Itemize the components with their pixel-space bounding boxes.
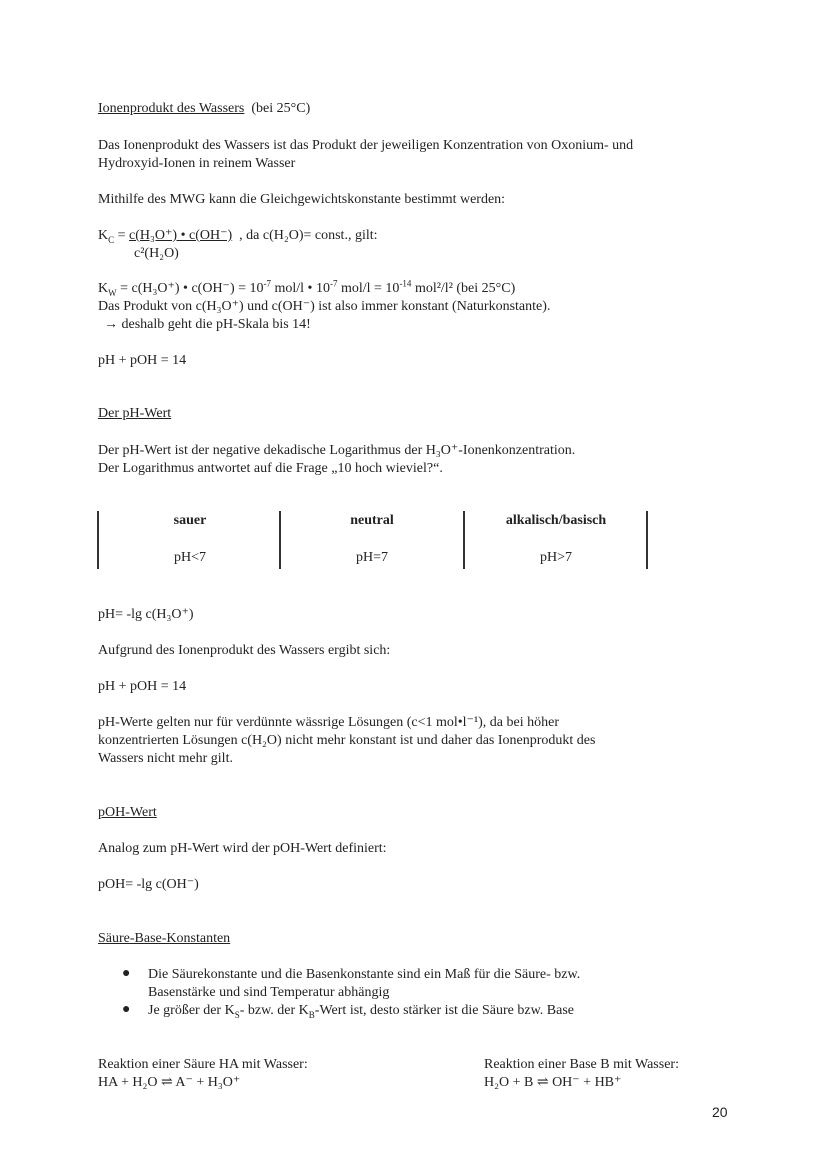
kw-part-d: mol²/l² (bei 25°C) bbox=[414, 281, 516, 296]
table-header-neutral: neutral bbox=[350, 513, 394, 528]
equation-ph-poh: pH + pOH = 14 bbox=[98, 353, 187, 368]
kw-exp-3: -14 bbox=[399, 278, 412, 289]
heading-ionenprodukt bbox=[98, 100, 310, 118]
arrow-note: → deshalb geht die pH-Skala bis 14! bbox=[104, 317, 311, 332]
heading-konstanten: Säure-Base-Konstanten bbox=[98, 931, 231, 946]
table-divider bbox=[97, 511, 99, 569]
heading-ionenprodukt-title: Ionenprodukt des Wassers bbox=[98, 101, 245, 116]
bullet-line: Die Säurekonstante und die Basenkonstante sind ein Maß für die Säure- bzw. bbox=[148, 967, 581, 982]
paragraph-line: Wassers nicht mehr gilt. bbox=[98, 751, 233, 766]
bullet-line: Basenstärke und sind Temperatur abhängig bbox=[148, 985, 390, 1000]
heading-ionenprodukt-suffix: (bei 25°C) bbox=[251, 101, 311, 116]
reaction-acid-label: Reaktion einer Säure HA mit Wasser: bbox=[98, 1057, 308, 1072]
table-divider bbox=[463, 511, 465, 569]
paragraph-line: Der Logarithmus antwortet auf die Frage „10 hoch wieviel?“. bbox=[98, 461, 443, 476]
kw-symbol: K bbox=[98, 281, 109, 296]
poh-formula: pOH= -lg c(OH⁻) bbox=[98, 877, 199, 892]
paragraph-line: Hydroxyid-Ionen in reinem Wasser bbox=[98, 156, 296, 171]
kw-part-c: mol/l = 10 bbox=[340, 281, 400, 296]
paragraph-line: konzentrierten Lösungen c(H₂O) nicht mehr konstant ist und daher das Ionenprodukt des bbox=[98, 733, 596, 748]
kw-exp-2: -7 bbox=[329, 278, 338, 289]
kb-subscript: B bbox=[308, 1009, 315, 1020]
kc-condition: , da c(H₂O)= const., gilt: bbox=[239, 228, 378, 243]
kw-exp-1: -7 bbox=[263, 278, 271, 289]
paragraph-line: Mithilfe des MWG kann die Gleichgewichtskonstante bestimmt werden: bbox=[98, 192, 506, 207]
table-header-sauer: sauer bbox=[173, 513, 207, 528]
bullet-dot: ● bbox=[122, 966, 131, 981]
paragraph-line: pH-Werte gelten nur für verdünnte wässrige Lösungen (c<1 mol•l⁻¹), da bei höher bbox=[98, 715, 560, 730]
kc-symbol: K bbox=[98, 228, 109, 243]
kw-part-b: mol/l • 10 bbox=[274, 281, 330, 296]
paragraph-line: Das Produkt von c(H₃O⁺) und c(OH⁻) ist also immer konstant (Naturkonstante). bbox=[98, 299, 551, 314]
table-divider bbox=[646, 511, 648, 569]
bullet-dot: ● bbox=[122, 1002, 131, 1017]
paragraph-line: Das Ionenprodukt des Wassers ist das Produkt der jeweiligen Konzentration von Oxonium- und bbox=[98, 138, 634, 153]
heading-ph: Der pH-Wert bbox=[98, 406, 172, 421]
reaction-base-label: Reaktion einer Base B mit Wasser: bbox=[484, 1057, 679, 1072]
table-cell-alkalisch: pH>7 bbox=[539, 550, 572, 565]
table-cell-neutral: pH=7 bbox=[355, 550, 388, 565]
bullet-line-ks-kb bbox=[148, 1002, 574, 1020]
ks-subscript: S bbox=[234, 1009, 240, 1020]
kc-numerator: c(H₃O⁺) • c(OH⁻) bbox=[129, 228, 233, 243]
bullet2-part-b: - bzw. der K bbox=[239, 1003, 309, 1018]
kw-subscript: W bbox=[108, 287, 117, 298]
kc-denominator: c²(H₂O) bbox=[134, 246, 179, 261]
paragraph-line: Der pH-Wert ist der negative dekadische Logarithmus der H₃O⁺-Ionenkonzentration. bbox=[98, 443, 576, 458]
kc-equation: $K_C = c(H_3O^+)$ • c(OH⁻) , da c(H₂O)= const., gilt: bbox=[98, 228, 378, 245]
table-header-alkalisch: alkalisch/basisch bbox=[505, 513, 607, 528]
kw-part-a: = c(H₃O⁺) • c(OH⁻) = 10 bbox=[120, 281, 264, 296]
table-cell-sauer: pH<7 bbox=[173, 550, 206, 565]
reaction-base-equation: H₂O + B ⇌ OH⁻ + HB⁺ bbox=[484, 1075, 622, 1090]
bullet2-part-a: Je größer der K bbox=[148, 1003, 235, 1018]
ph-formula: pH= -lg c(H₃O⁺) bbox=[98, 607, 194, 622]
reaction-acid-equation: HA + H₂O ⇌ A⁻ + H₃O⁺ bbox=[98, 1075, 241, 1090]
bullet2-part-c: -Wert ist, desto stärker ist die Säure bzw. Base bbox=[314, 1003, 575, 1018]
paragraph-line: Analog zum pH-Wert wird der pOH-Wert definiert: bbox=[98, 841, 387, 856]
page-number: 20 bbox=[712, 1104, 728, 1120]
kc-subscript: C bbox=[108, 234, 115, 245]
paragraph-line: Aufgrund des Ionenprodukt des Wassers ergibt sich: bbox=[98, 643, 391, 658]
heading-poh: pOH-Wert bbox=[98, 805, 157, 820]
kw-equation bbox=[98, 280, 515, 298]
equation-ph-poh: pH + pOH = 14 bbox=[98, 679, 187, 694]
